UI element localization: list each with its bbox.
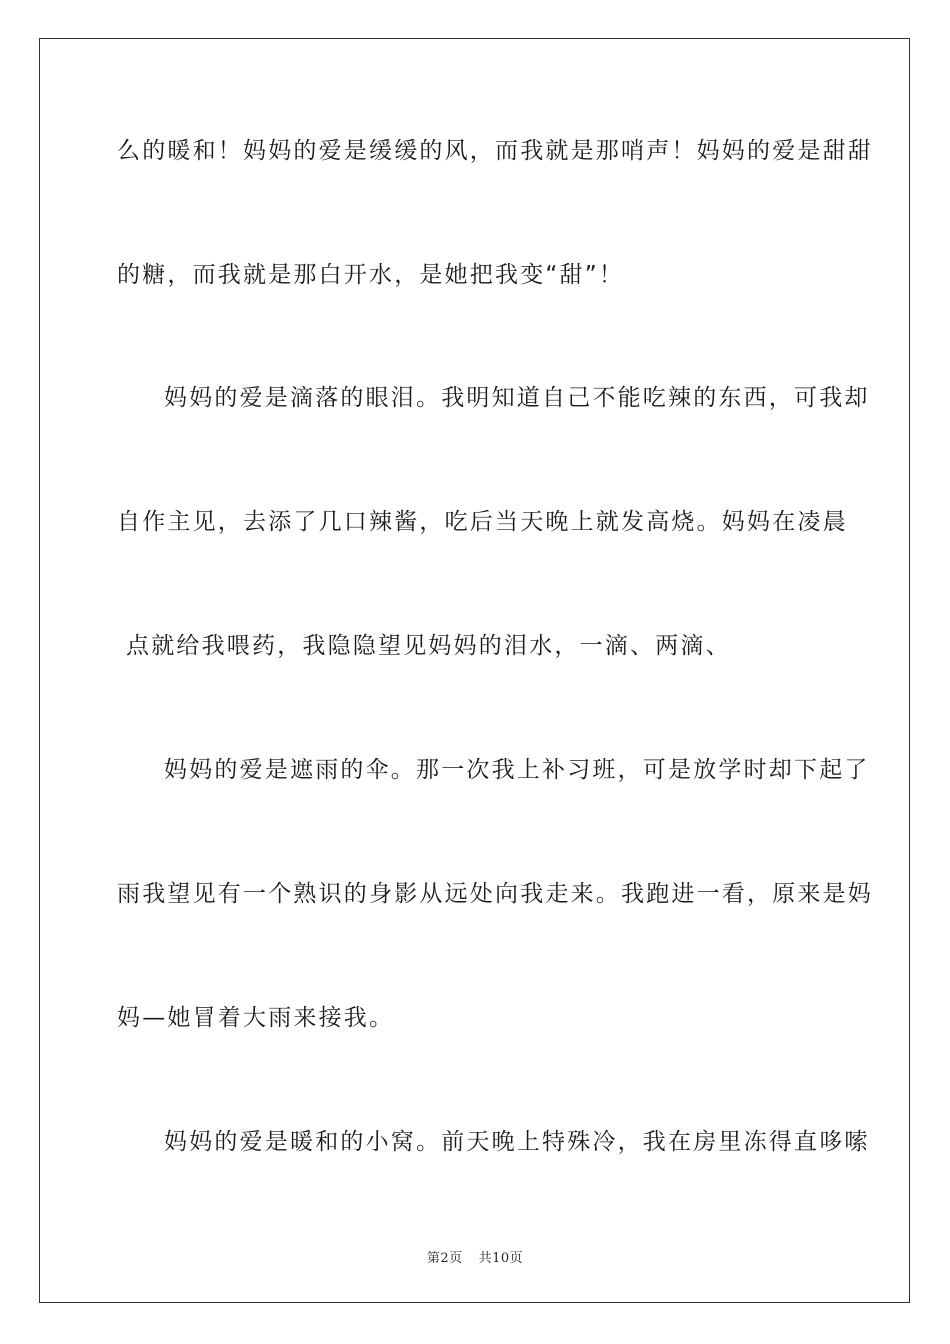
text-line-7: 雨我望见有一个熟识的身影从远处向我走来。我跑进一看，原来是妈	[117, 881, 873, 907]
page-footer	[0, 1247, 950, 1266]
text-line-1: 么的暖和！妈妈的爱是缓缓的风，而我就是那哨声！妈妈的爱是甜甜	[117, 138, 873, 164]
page-number: 第2页	[426, 1251, 463, 1266]
page-border	[39, 38, 910, 1303]
paragraph-start-tears: 妈妈的爱是滴落的眼泪。我明知道自己不能吃辣的东西，可我却	[164, 385, 870, 411]
text-line-5: 点就给我喂药，我隐隐望见妈妈的泪水，一滴、两滴、	[126, 633, 731, 659]
text-line-8: 妈—她冒着大雨来接我。	[117, 1005, 395, 1031]
paragraph-start-nest: 妈妈的爱是暖和的小窝。前天晚上特殊冷，我在房里冻得直哆嗦	[164, 1129, 870, 1155]
text-line-4: 自作主见，去添了几口辣酱，吃后当天晚上就发高烧。妈妈在凌晨	[117, 509, 848, 535]
page-total: 共10页	[478, 1251, 524, 1266]
text-line-2: 的糖，而我就是那白开水，是她把我变“甜”！	[117, 262, 625, 288]
paragraph-start-umbrella: 妈妈的爱是遮雨的伞。那一次我上补习班，可是放学时却下起了	[164, 757, 870, 783]
